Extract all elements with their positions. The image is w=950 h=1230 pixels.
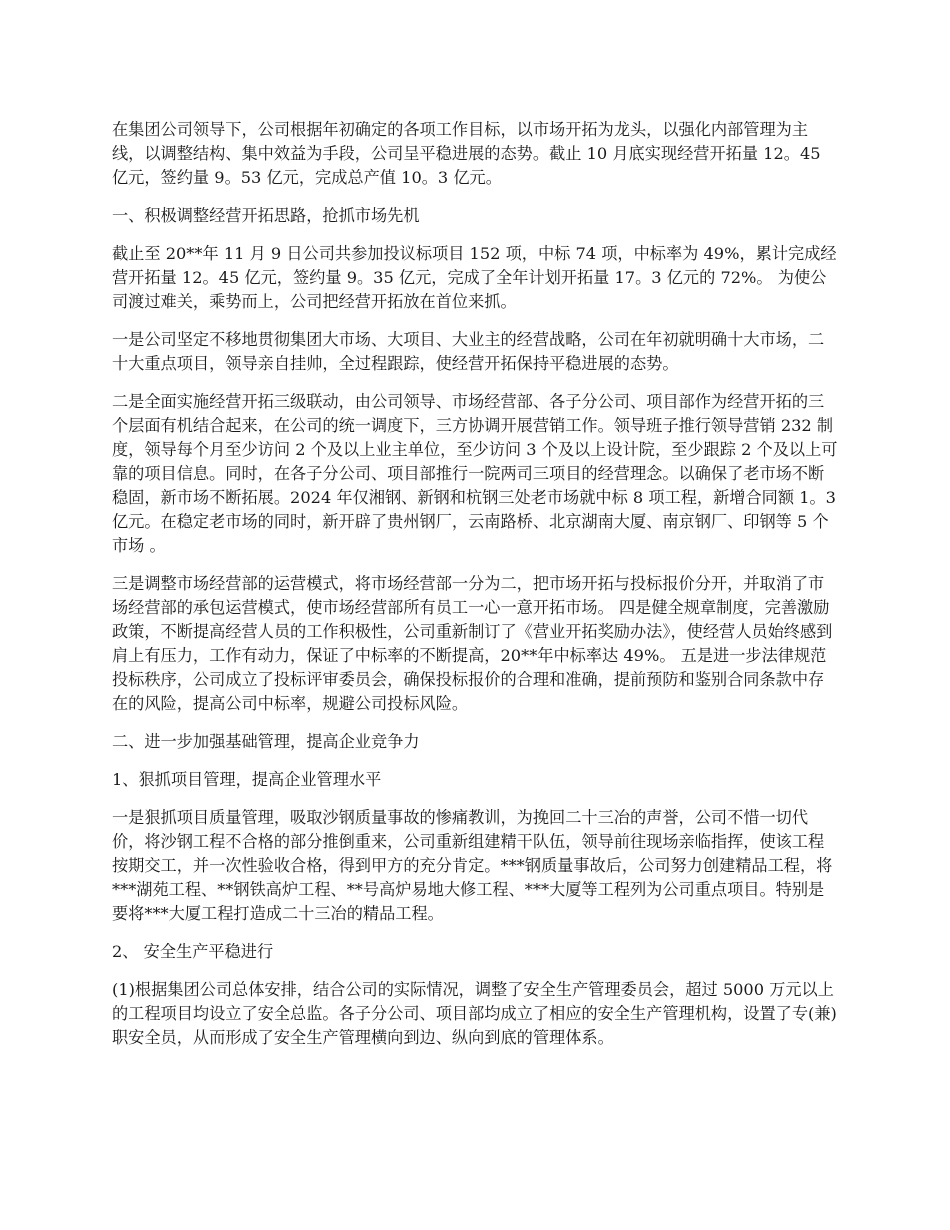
paragraph-strategy-three: 三是调整市场经营部的运营模式，将市场经营部一分为二，把市场开拓与投标报价分开，并取消了市场经营部的承包运营模式，使市场经营部所有员工一心一意开拓市场。 四是健全规章制度，完善激励政策，不断提高经营人员的工作积极性，公司重新制订了《营业开拓奖励办法》，使经营人员始终感到肩上有压力，工作有动力，保证了中标率的不断提高，20**年中标率达 49%。 五是进一步法律规范投标秩序，公司成立了投标评审委员会，确保投标报价的合理和准确，提前预防和鉴别合同条款中存在的风险，提高公司中标率，规避公司投标风险。 (112, 574, 833, 713)
section-heading-2: 二、进一步加强基础管理，提高企业竞争力 (112, 732, 420, 751)
paragraph-bidding-stats: 截止至 20**年 11 月 9 日公司共参加投议标项目 152 项，中标 74 项，中标率为 49%，累计完成经营开拓量 12。45 亿元，签约量 9。35 亿元，完成了全年计划开拓量 17。3 亿元的 72%。 为使公司渡过难关，乘势而上，公司把经营开拓放在首位来抓。 (112, 244, 837, 311)
paragraph-safety: (1)根据集团公司总体安排，结合公司的实际情况，调整了安全生产管理委员会，超过 5000 万元以上的工程项目均设立了安全总监。各子分公司、项目部均成立了相应的安全生产管理机构，设置了专(兼)职安全员，从而形成了安全生产管理横向到边、纵向到底的管理体系。 (112, 980, 837, 1047)
paragraph-strategy-two: 二是全面实施经营开拓三级联动，由公司领导、市场经营部、各子分公司、项目部作为经营开拓的三个层面有机结合起来，在公司的统一调度下，三方协调开展营销工作。领导班子推行领导营销 232 制度，领导每个月至少访问 2 个及以上业主单位，至少访问 3 个及以上设计院，至少跟踪 2 个及以上可靠的项目信息。同时，在各子分公司、项目部推行一院两司三项目的经营理念。以确保了老市场不断稳固，新市场不断拓展。2024 年仅湘钢、新钢和杭钢三处老市场就中标 8 项工程，新增合同额 1。3 亿元。在稳定老市场的同时，新开辟了贵州钢厂，云南路桥、北京湖南大厦、南京钢厂、印钢等 5 个市场 。 (112, 392, 838, 555)
document-page (112, 118, 840, 1064)
paragraph-quality: 一是狠抓项目质量管理，吸取沙钢质量事故的惨痛教训，为挽回二十三冶的声誉，公司不惜一切代价，将沙钢工程不合格的部分推倒重来，公司重新组建精干队伍，领导前往现场亲临指挥，使该工程按期交工，并一次性验收合格，得到甲方的充分肯定。***钢质量事故后，公司努力创建精品工程，将***湖苑工程、**钢铁高炉工程、**号高炉易地大修工程、***大厦等工程列为公司重点项目。特别是要将***大厦工程打造成二十三冶的精品工程。 (112, 808, 833, 923)
section-heading-1: 一、积极调整经营开拓思路，抢抓市场先机 (112, 206, 420, 225)
subsection-heading-1: 1、狠抓项目管理，提高企业管理水平 (112, 770, 382, 789)
subsection-heading-2: 2、 安全生产平稳进行 (112, 942, 274, 961)
paragraph-intro: 在集团公司领导下，公司根据年初确定的各项工作目标，以市场开拓为龙头，以强化内部管理为主线，以调整结构、集中效益为手段，公司呈平稳进展的态势。截止 10 月底实现经营开拓量 12。45 亿元，签约量 9。53 亿元，完成总产值 10。3 亿元。 (112, 120, 821, 187)
paragraph-strategy-one: 一是公司坚定不移地贯彻集团大市场、大项目、大业主的经营战略，公司在年初就明确十大市场，二十大重点项目，领导亲自挂帅，全过程跟踪，使经营开拓保持平稳进展的态势。 (112, 330, 825, 373)
